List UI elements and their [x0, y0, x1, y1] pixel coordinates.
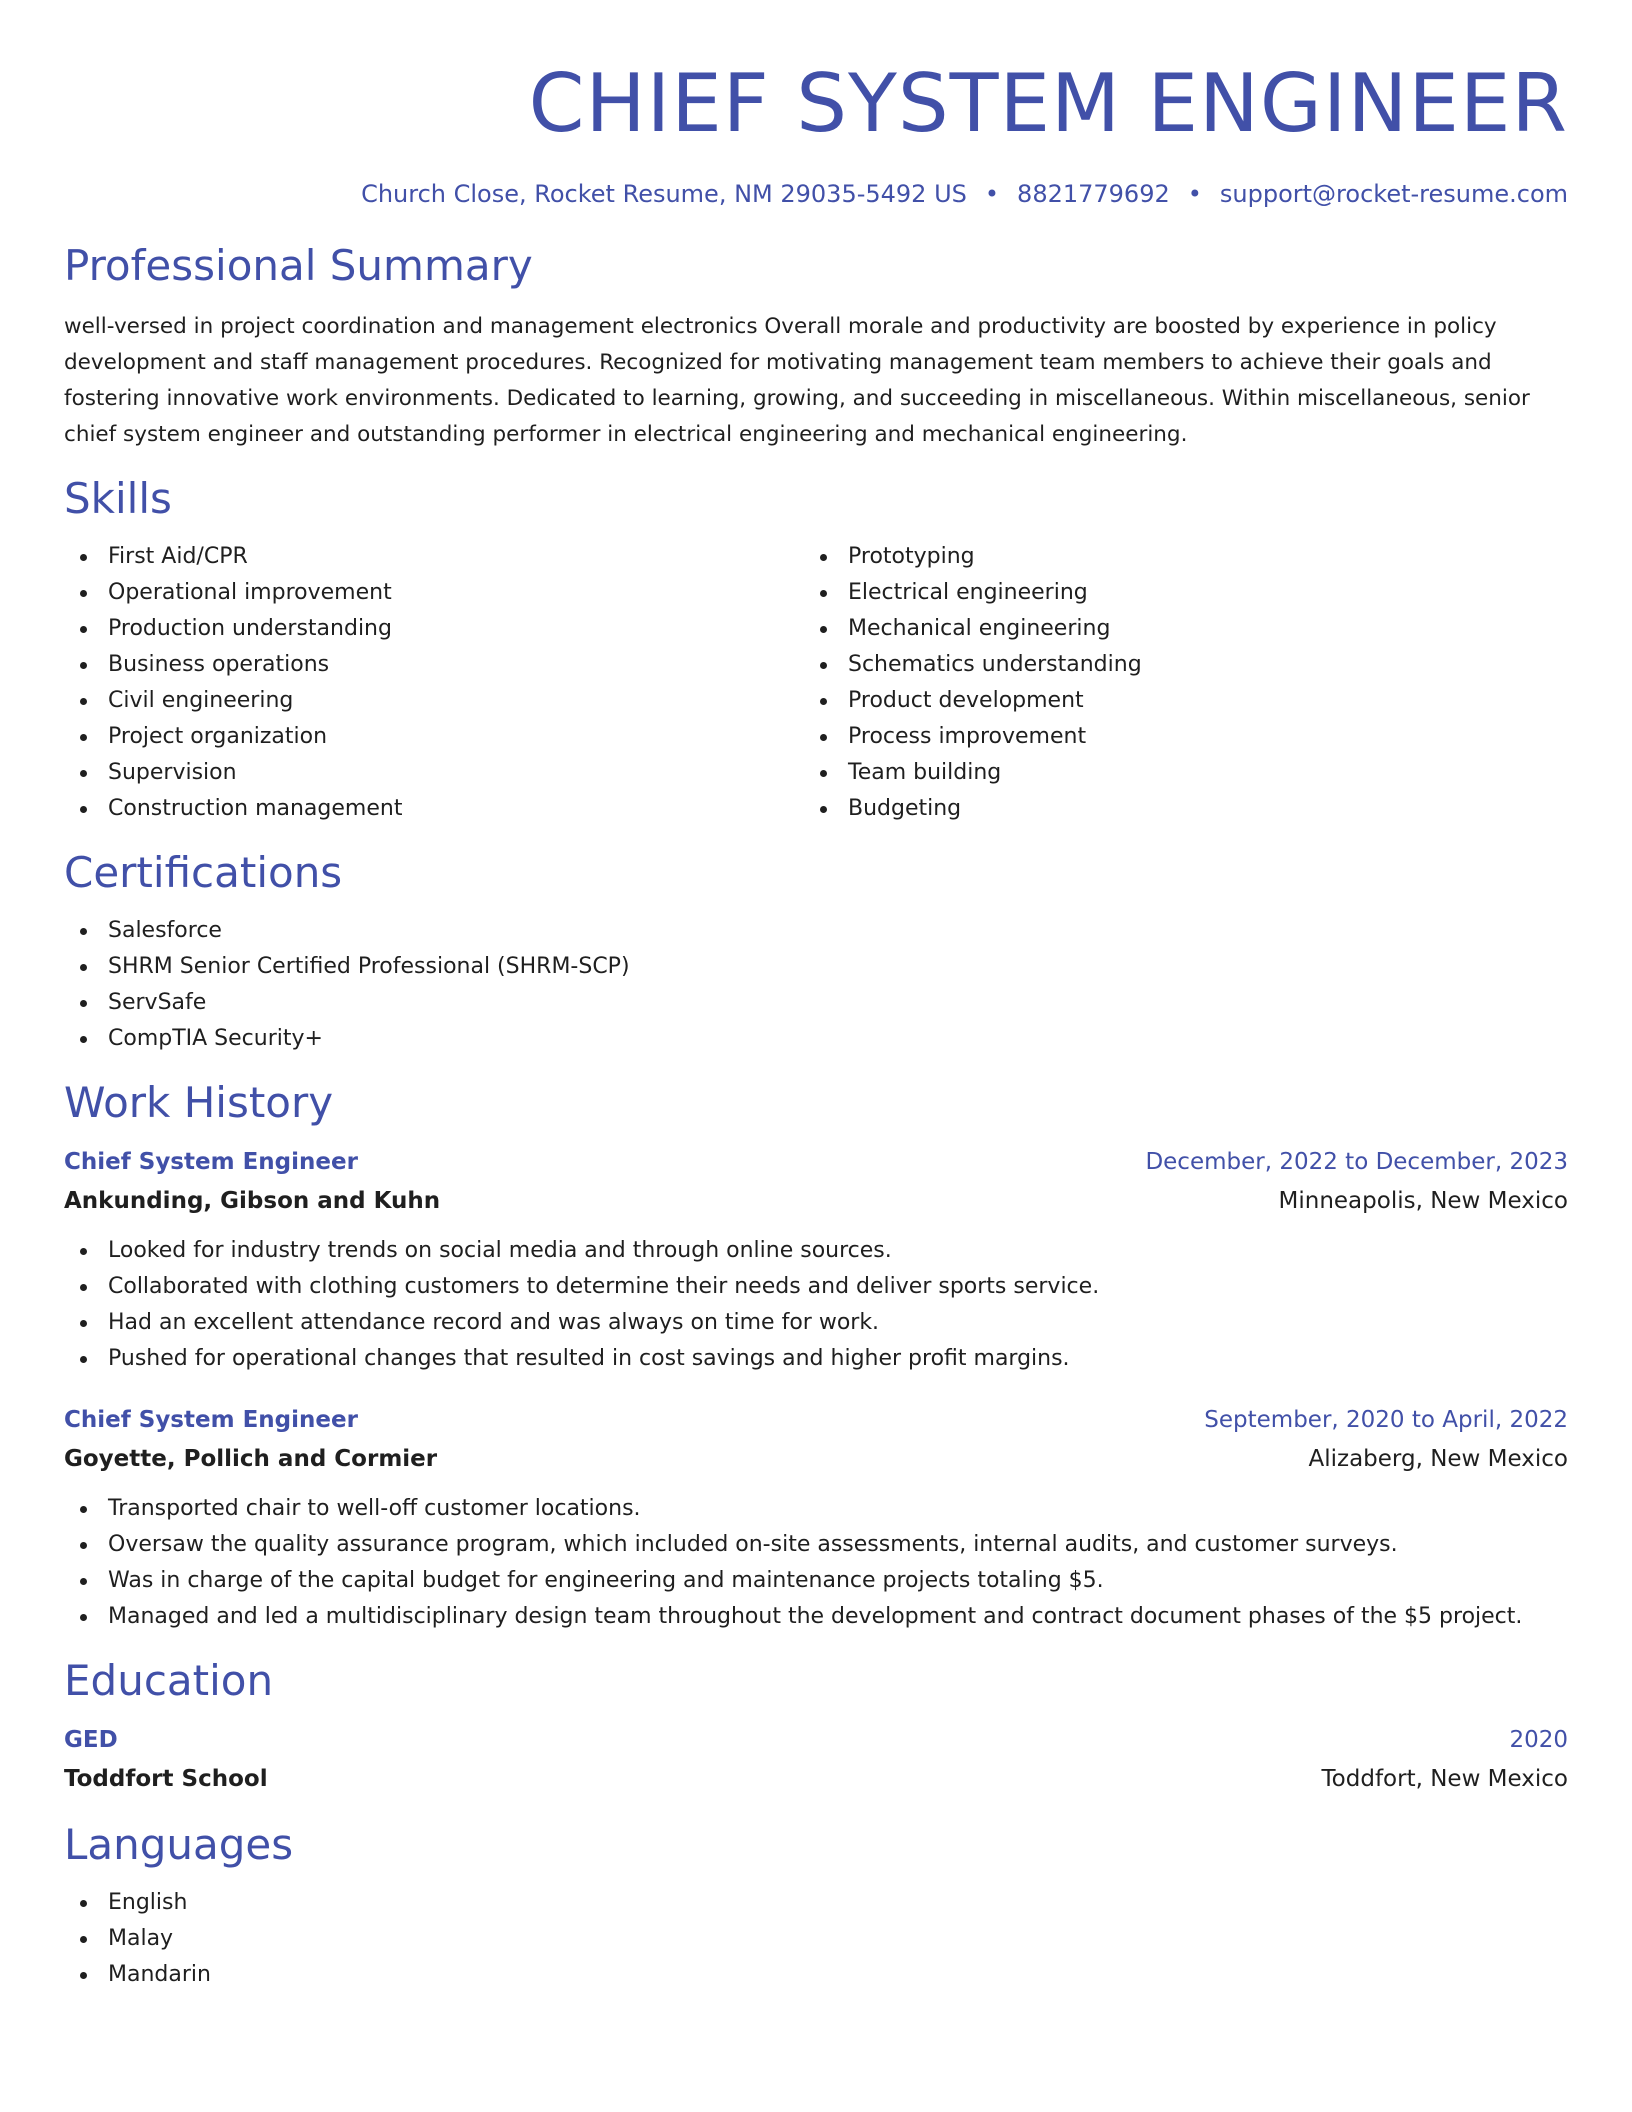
skill-item: Budgeting [804, 791, 1544, 827]
contact-line [64, 178, 1568, 210]
contact-separator: • [1187, 180, 1202, 208]
skill-item: Supervision [64, 755, 804, 791]
job-bullet: Pushed for operational changes that resulted in cost savings and higher profit margins. [64, 1341, 1568, 1377]
certifications-list [64, 913, 1568, 1057]
skill-item: Team building [804, 755, 1544, 791]
skill-item: Construction management [64, 791, 804, 827]
work-history-heading: Work History [64, 1078, 334, 1127]
skills-column-left [64, 539, 804, 827]
language-item: Malay [64, 1921, 1568, 1957]
job-bullet: Oversaw the quality assurance program, which included on-site assessments, internal audits, and customer surveys. [64, 1527, 1568, 1563]
skill-item: Production understanding [64, 611, 804, 647]
job-bullets [64, 1491, 1568, 1635]
job-title-row [64, 1143, 1568, 1181]
languages-heading: Languages [64, 1820, 294, 1869]
job-dates: December, 2022 to December, 2023 [1145, 1149, 1568, 1175]
job-company: Goyette, Pollich and Cormier [64, 1446, 438, 1472]
job-location: Minneapolis, New Mexico [1278, 1188, 1568, 1214]
skill-item: Business operations [64, 647, 804, 683]
skill-item: Mechanical engineering [804, 611, 1544, 647]
education-heading: Education [64, 1656, 274, 1705]
job-title: Chief System Engineer [64, 1407, 358, 1433]
job-bullet: Had an excellent attendance record and was always on time for work. [64, 1305, 1568, 1341]
skill-item: Schematics understanding [804, 647, 1544, 683]
certification-item: Salesforce [64, 913, 1568, 949]
contact-email[interactable]: support@rocket-resume.com [1219, 180, 1568, 208]
job-title: Chief System Engineer [64, 1149, 358, 1175]
education-location: Toddfort, New Mexico [1321, 1766, 1568, 1792]
skills-section [64, 473, 1568, 827]
certifications-heading: Certifications [64, 848, 343, 897]
contact-address: Church Close, Rocket Resume, NM 29035-5492 US [361, 180, 967, 208]
certifications-section [64, 847, 1568, 1057]
job-company-row [64, 1439, 1568, 1479]
job-company-row [64, 1181, 1568, 1221]
work-history-section [64, 1077, 1568, 1635]
job-bullets [64, 1233, 1568, 1377]
skill-item: Prototyping [804, 539, 1544, 575]
skill-item: Civil engineering [64, 683, 804, 719]
contact-separator: • [984, 180, 1000, 208]
summary-heading: Professional Summary [64, 241, 533, 290]
skills-heading: Skills [64, 474, 172, 523]
contact-phone: 8821779692 [1017, 180, 1170, 208]
certification-item: ServSafe [64, 985, 1568, 1021]
languages-list [64, 1885, 1568, 1993]
education-section [64, 1655, 1568, 1799]
skill-item: Electrical engineering [804, 575, 1544, 611]
education-degree: GED [64, 1727, 118, 1753]
skills-column-right [804, 539, 1544, 827]
job-company: Ankunding, Gibson and Kuhn [64, 1188, 441, 1214]
job-location: Alizaberg, New Mexico [1308, 1446, 1568, 1472]
skill-item: Operational improvement [64, 575, 804, 611]
skill-item: Project organization [64, 719, 804, 755]
skill-item: First Aid/CPR [64, 539, 804, 575]
job-bullet: Was in charge of the capital budget for engineering and maintenance projects totaling $5. [64, 1563, 1568, 1599]
language-item: English [64, 1885, 1568, 1921]
education-school: Toddfort School [64, 1766, 268, 1792]
job-bullet: Transported chair to well-off customer locations. [64, 1491, 1568, 1527]
education-entry [64, 1721, 1568, 1799]
job-title-row [64, 1401, 1568, 1439]
certification-item: SHRM Senior Certified Professional (SHRM-SCP) [64, 949, 1568, 985]
skill-item: Process improvement [804, 719, 1544, 755]
languages-section [64, 1819, 1568, 1993]
resume-name: CHIEF SYSTEM ENGINEER [528, 57, 1568, 150]
education-degree-row [64, 1721, 1568, 1759]
summary-section [64, 240, 1568, 453]
job-bullet: Looked for industry trends on social media and through online sources. [64, 1233, 1568, 1269]
education-school-row [64, 1759, 1568, 1799]
job-entry [64, 1401, 1568, 1635]
job-entry [64, 1143, 1568, 1377]
certification-item: CompTIA Security+ [64, 1021, 1568, 1057]
language-item: Mandarin [64, 1957, 1568, 1993]
skill-item: Product development [804, 683, 1544, 719]
job-bullet: Managed and led a multidisciplinary design team throughout the development and contract document phases of the $5 project. [64, 1599, 1568, 1635]
job-bullet: Collaborated with clothing customers to determine their needs and deliver sports service. [64, 1269, 1568, 1305]
summary-text: well-versed in project coordination and management electronics Overall morale and productivity are boosted by experience in policy development and staff management procedures. Recognized for motivating management team members to achieve their goals and fostering innovative work environments. Dedicated to learning, growing, and succeeding in miscellaneous. Within miscellaneous, senior chief system engineer and outstanding performer in electrical engineering and mechanical engineering. [64, 314, 1530, 447]
job-dates: September, 2020 to April, 2022 [1204, 1407, 1568, 1433]
education-year: 2020 [1509, 1727, 1568, 1753]
skills-grid [64, 539, 1568, 827]
